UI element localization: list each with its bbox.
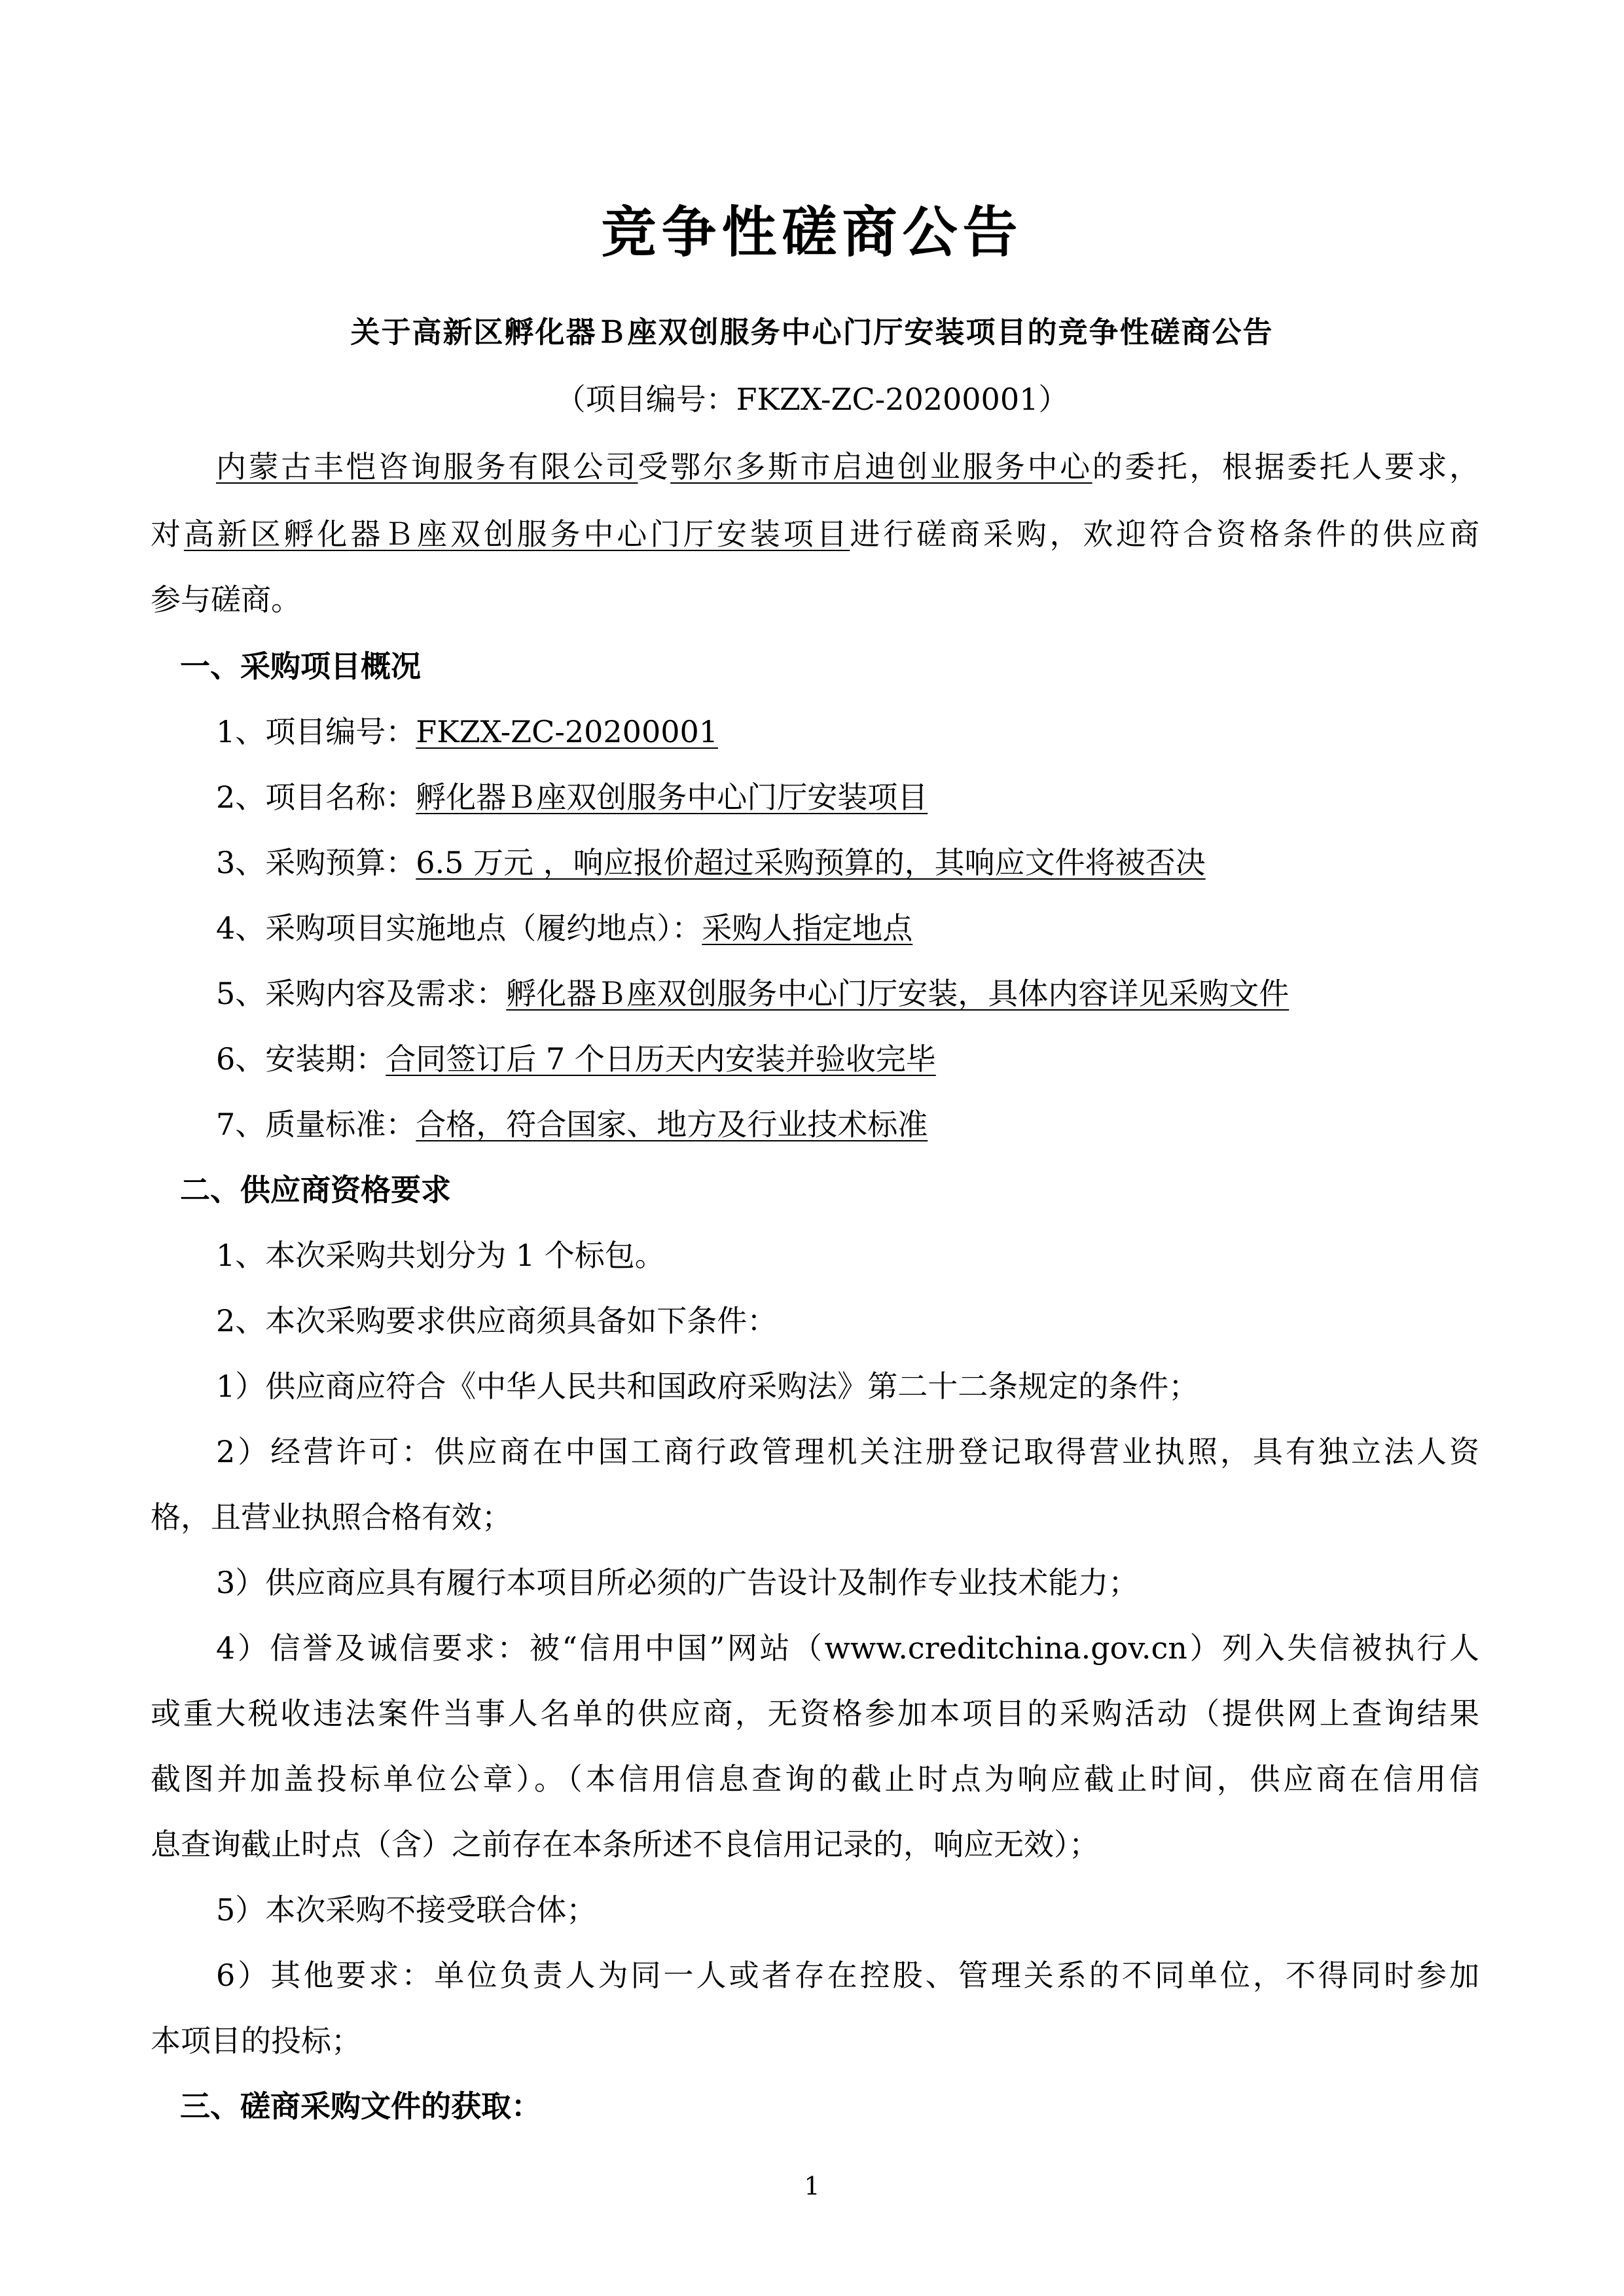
section-2-paragraph: 息查询截止时点（含）之前存在本条所述不良信用记录的，响应无效）； [151,1827,1099,1862]
section-1-item: 6、安装期：合同签订后 7 个日历天内安装并验收完毕 [216,1041,936,1077]
page-number: 1 [804,2172,820,2200]
section-1-item: 1、项目编号：FKZX-ZC-20200001 [216,714,719,749]
section-2-paragraph: 截图并加盖投标单位公章）。（本信用信息查询的截止时点为响应截止时间，供应商在信用信 [151,1761,1479,1797]
section-2-paragraph: 5）本次采购不接受联合体； [216,1892,597,1928]
section-3-heading: 三、磋商采购文件的获取： [180,2089,541,2124]
document-title: 竞争性磋商公告 [601,200,1023,264]
section-2-paragraph: 本项目的投标； [151,2023,361,2058]
project-number: （项目编号：FKZX-ZC-20200001） [555,382,1069,417]
section-2-paragraph: 格，且营业执照合格有效； [151,1499,512,1535]
project-name: 高新区孵化器Ｂ座双创服务中心门厅安装项目 [183,516,850,552]
section-1-item: 7、质量标准：合格，符合国家、地方及行业技术标准 [216,1107,928,1142]
section-1-heading: 一、采购项目概况 [180,649,421,684]
client-name: 鄂尔多斯市启迪创业服务中心 [670,449,1092,484]
section-2-paragraph: 2）经营许可：供应商在中国工商行政管理机关注册登记取得营业执照，具有独立法人资 [216,1434,1479,1469]
section-2-paragraph: 1、本次采购共划分为 1 个标包。 [216,1238,665,1273]
section-1-item: 5、采购内容及需求：孵化器Ｂ座双创服务中心门厅安装，具体内容详见采购文件 [216,976,1290,1011]
section-2-paragraph: 1）供应商应符合《中华人民共和国政府采购法》第二十二条规定的条件； [216,1369,1199,1404]
section-2-paragraph: 2、本次采购要求供应商须具备如下条件： [216,1303,778,1338]
section-2-heading: 二、供应商资格要求 [180,1172,451,1208]
intro-line-3: 参与磋商。 [151,582,301,617]
intro-line-1: 内蒙古丰恺咨询服务有限公司受鄂尔多斯市启迪创业服务中心的委托，根据委托人要求， [216,449,1480,484]
section-2-paragraph: 6）其他要求：单位负责人为同一人或者存在控股、管理关系的不同单位，不得同时参加 [216,1958,1479,1993]
agent-name: 内蒙古丰恺咨询服务有限公司 [216,449,638,484]
section-2-paragraph: 4）信誉及诚信要求：被“信用中国”网站（www.creditchina.gov.cn）列入失信被执行人 [216,1630,1479,1666]
section-1-item: 2、项目名称：孵化器Ｂ座双创服务中心门厅安装项目 [216,780,928,815]
section-1-item: 3、采购预算：6.5 万元 ，响应报价超过采购预算的，其响应文件将被否决 [216,845,1206,880]
document-subtitle: 关于高新区孵化器Ｂ座双创服务中心门厅安装项目的竞争性磋商公告 [350,315,1274,350]
section-2-paragraph: 或重大税收违法案件当事人名单的供应商，无资格参加本项目的采购活动（提供网上查询结果 [151,1696,1479,1731]
section-2-paragraph: 3）供应商应具有履行本项目所必须的广告设计及制作专业技术能力； [216,1565,1139,1600]
section-1-item: 4、采购项目实施地点（履约地点）：采购人指定地点 [216,910,913,946]
intro-line-2: 对高新区孵化器Ｂ座双创服务中心门厅安装项目进行磋商采购，欢迎符合资格条件的供应商 [151,516,1480,552]
